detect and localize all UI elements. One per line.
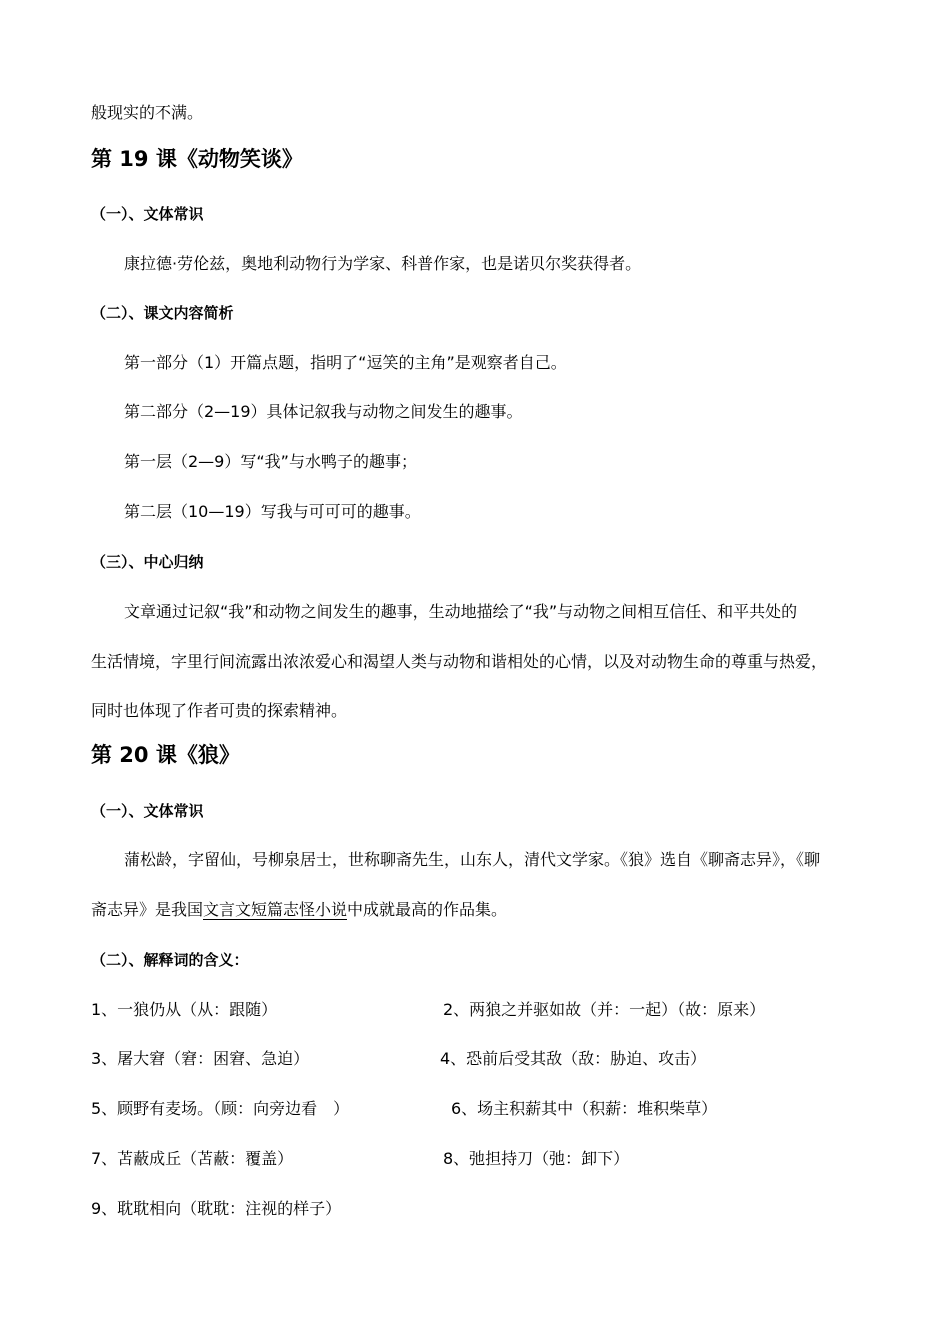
lesson-20-author-line-2 bbox=[91, 899, 507, 921]
lesson-19-summary-line-3: 同时也体现了作者可贵的探索精神。 bbox=[91, 701, 348, 720]
lesson-19-layer-1-text: 第一层（2—9）写“我”与水鸭子的趣事； bbox=[124, 452, 417, 471]
vocab-item-2: 2、两狼之并驱如故（并：一起）（故：原来） bbox=[443, 1000, 766, 1019]
vocab-item-5: 5、顾野有麦场。（顾：向旁边看 ） bbox=[91, 1099, 350, 1118]
intro-tail-text: 般现实的不满。 bbox=[91, 103, 204, 122]
lesson-19-section-3-heading: （三）、中心归纳 bbox=[91, 553, 204, 571]
vocab-item-4: 4、恐前后受其敌（敌：胁迫、攻击） bbox=[440, 1049, 707, 1068]
vocab-item-9: 9、耽耽相向（耽耽：注视的样子） bbox=[91, 1199, 342, 1218]
underlined-phrase: 文言文短篇志怪小说 bbox=[203, 900, 348, 919]
lesson-19-author-text: 康拉德·劳伦兹，奥地利动物行为学家、科普作家，也是诺贝尔奖获得者。 bbox=[124, 254, 642, 273]
lesson-19-part-2-text: 第二部分（2—19）具体记叙我与动物之间发生的趣事。 bbox=[124, 402, 523, 421]
vocab-item-1: 1、一狼仍从（从：跟随） bbox=[91, 1000, 278, 1019]
lesson-20-section-1-heading: （一）、文体常识 bbox=[91, 802, 204, 820]
vocab-item-8: 8、弛担持刀（弛：卸下） bbox=[443, 1149, 630, 1168]
lesson-19-layer-2-text: 第二层（10—19）写我与可可可的趣事。 bbox=[124, 502, 421, 521]
lesson-19-part-1-text: 第一部分（1）开篇点题，指明了“逗笑的主角”是观察者自己。 bbox=[124, 353, 567, 372]
lesson-20-author-line-1: 蒲松龄，字留仙，号柳泉居士，世称聊斋先生，山东人，清代文学家。《狼》选自《聊斋志异》，《聊 bbox=[124, 850, 821, 869]
lesson-20-author-line-2-pre: 斋志异》是我国 bbox=[91, 900, 204, 919]
lesson-20-section-2-heading: （二）、解释词的含义： bbox=[91, 951, 249, 969]
lesson-19-section-1-heading: （一）、文体常识 bbox=[91, 205, 204, 223]
lesson-19-summary-line-2: 生活情境，字里行间流露出浓浓爱心和渴望人类与动物和谐相处的心情，以及对动物生命的尊重与热爱， bbox=[91, 652, 828, 671]
lesson-20-title: 第 20 课《狼》 bbox=[91, 743, 240, 767]
vocab-item-6: 6、场主积薪其中（积薪：堆积柴草） bbox=[451, 1099, 718, 1118]
lesson-19-section-2-heading: （二）、课文内容简析 bbox=[91, 304, 234, 322]
lesson-20-author-line-2-post: 中成就最高的作品集。 bbox=[347, 900, 508, 919]
lesson-19-title: 第 19 课《动物笑谈》 bbox=[91, 147, 303, 171]
lesson-19-summary-line-1: 文章通过记叙“我”和动物之间发生的趣事，生动地描绘了“我”与动物之间相互信任、和平共处的 bbox=[124, 602, 798, 621]
vocab-item-7: 7、苫蔽成丘（苫蔽：覆盖） bbox=[91, 1149, 294, 1168]
vocab-item-3: 3、屠大窘（窘：困窘、急迫） bbox=[91, 1049, 310, 1068]
